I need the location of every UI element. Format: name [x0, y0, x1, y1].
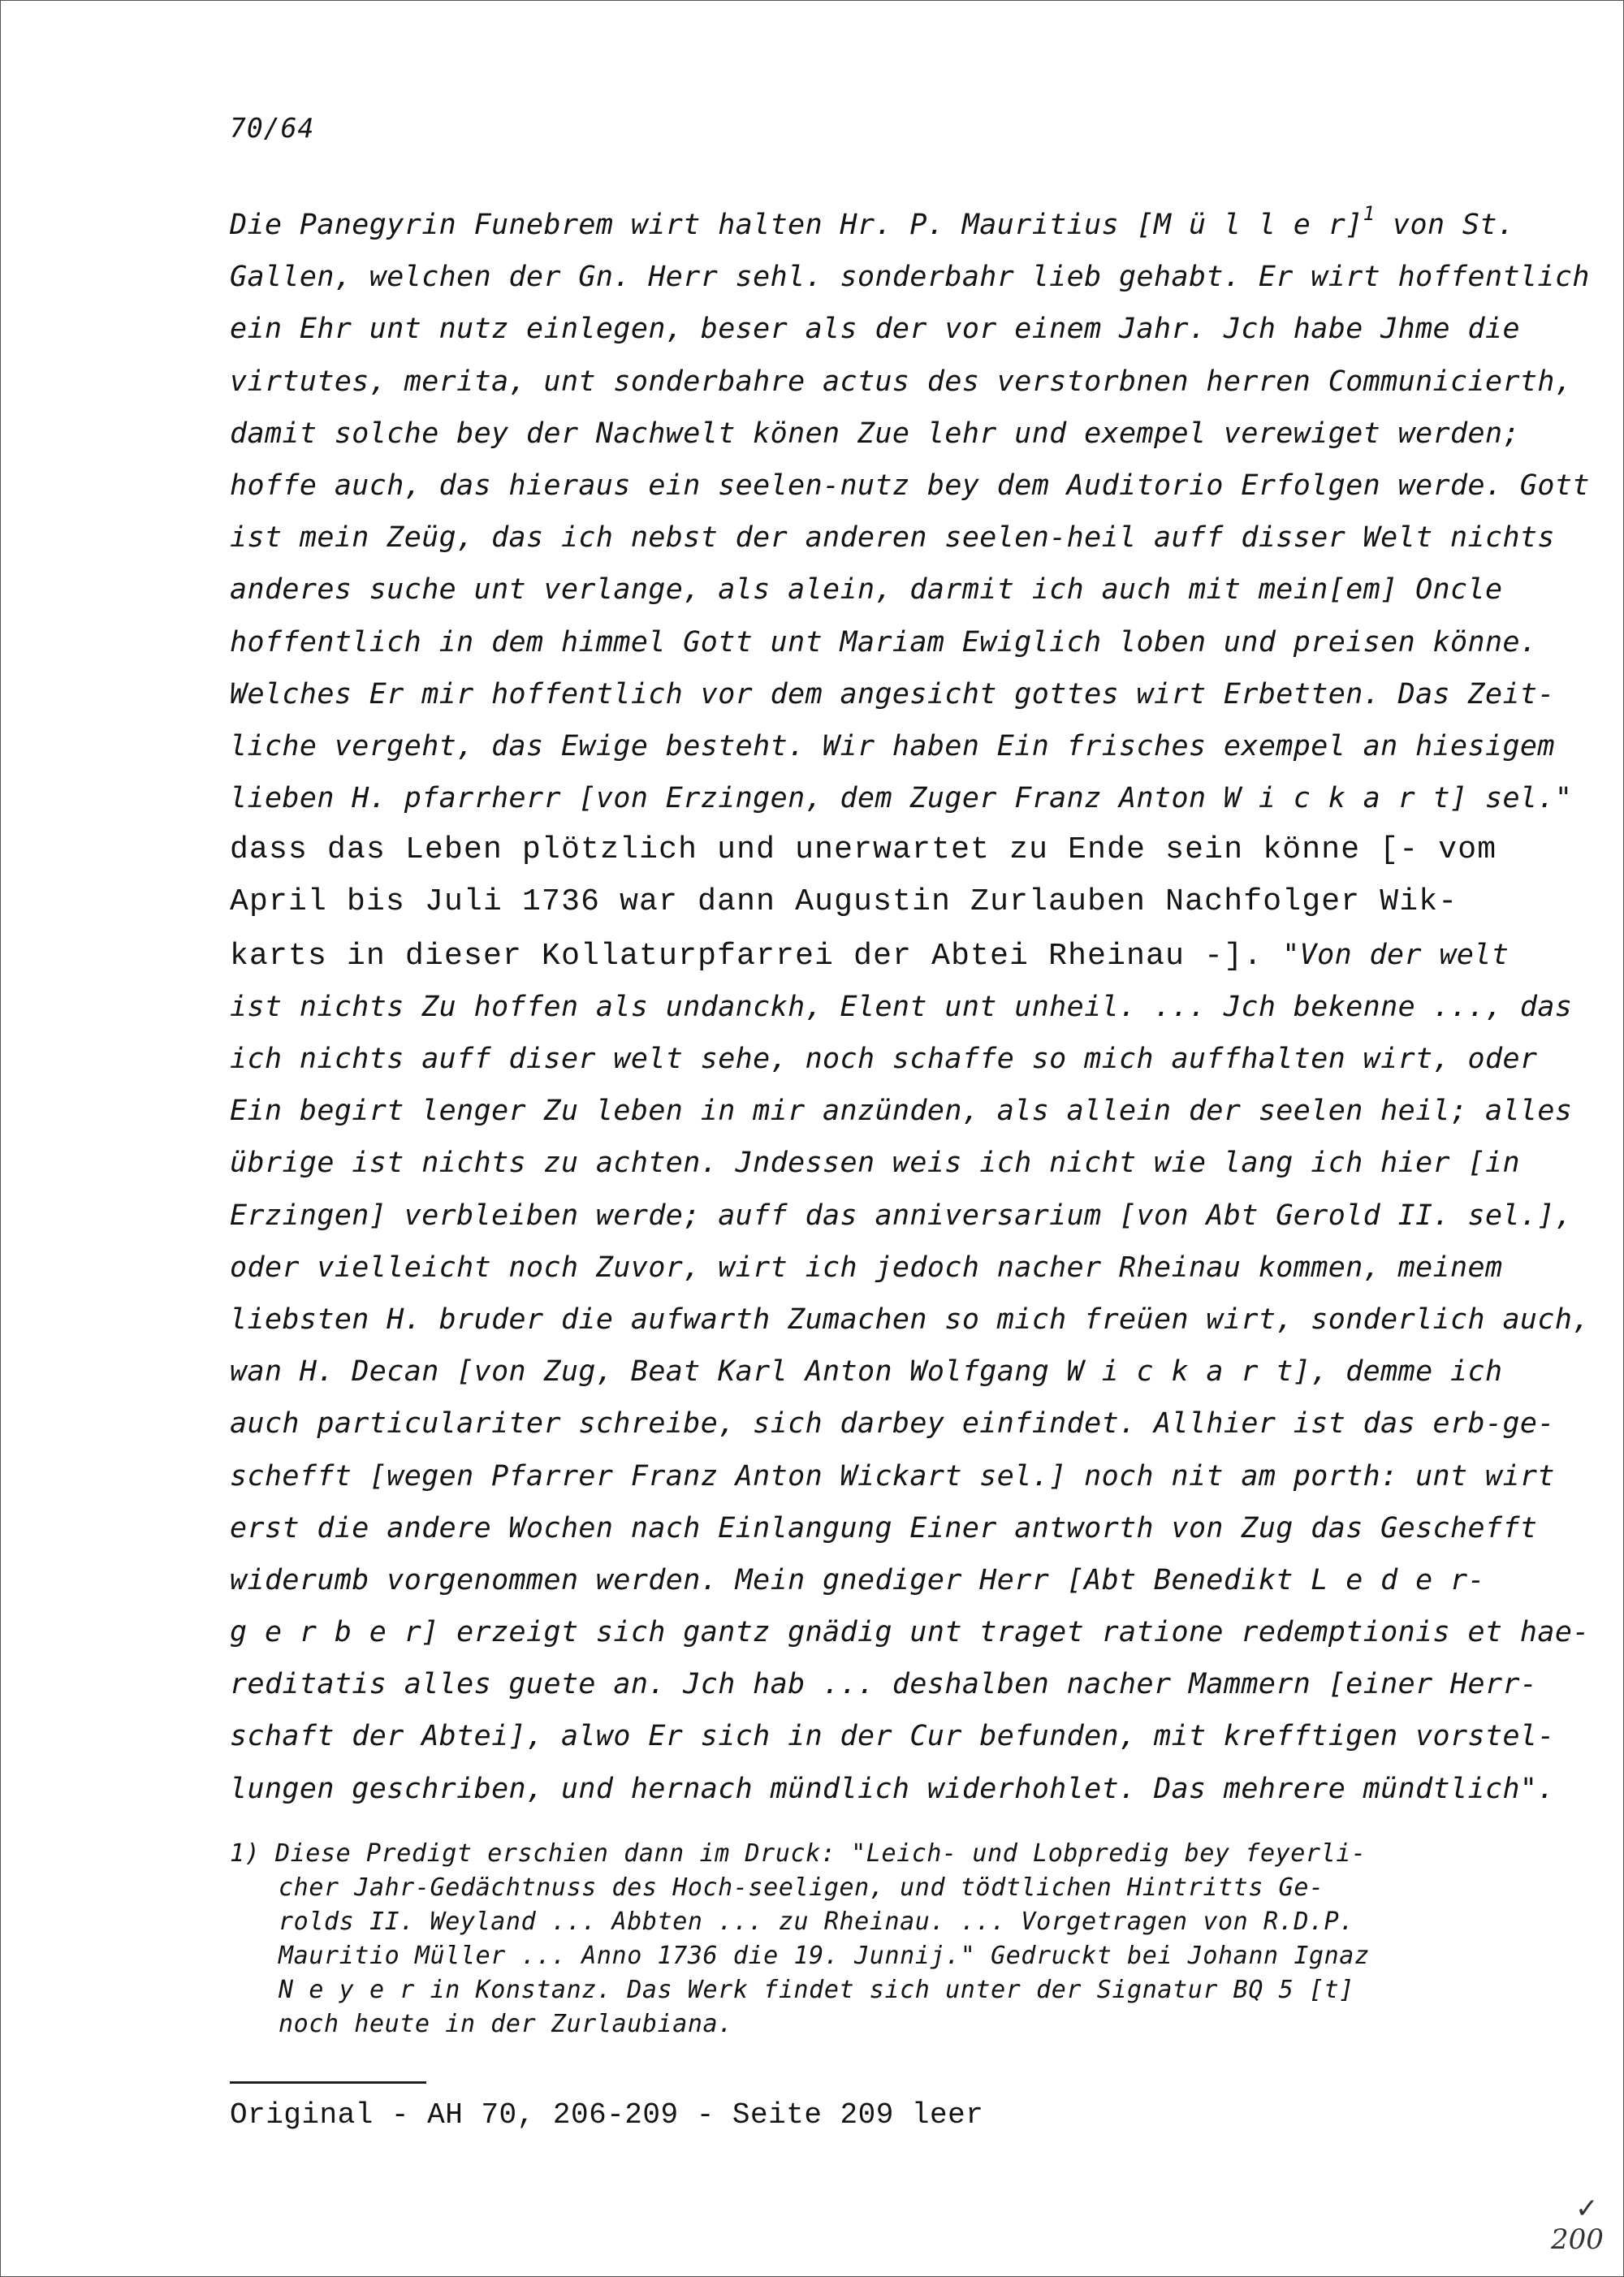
body-line: liebsten H. bruder die aufwarth Zumachen so mich freüen wirt, sonderlich auch, [230, 1303, 1590, 1336]
body-line: Ein begirt lenger Zu leben in mir anzünden, als allein der seelen heil; alles [230, 1095, 1573, 1128]
body-line: Erzingen] verbleiben werde; auff das anniversarium [von Abt Gerold II. sel.], [230, 1199, 1573, 1232]
body-line: hoffentlich in dem himmel Gott unt Mariam Ewiglich loben und preisen könne. [230, 625, 1538, 659]
editor-comment-line: dass das Leben plötzlich und unerwartet zu Ende sein könne [- vom [230, 832, 1497, 868]
check-mark-icon: ✓ [1575, 2193, 1599, 2225]
body-line: oder vielleicht noch Zuvor, wirt ich jedoch nacher Rheinau kommen, meinem [230, 1251, 1503, 1284]
body-line: übrige ist nichts zu achten. Jndessen weis ich nicht wie lang ich hier [in [230, 1147, 1520, 1180]
body-line: lungen geschriben, und hernach mündlich widerhohlet. Das mehrere mündtlich". [230, 1772, 1555, 1805]
body-line: erst die andere Wochen nach Einlangung Einer antworth von Zug das Geschefft [230, 1511, 1538, 1545]
body-line: liche vergeht, das Ewige besteht. Wir haben Ein frisches exempel an hiesigem [230, 729, 1555, 763]
source-reference: Original - AH 70, 206-209 - Seite 209 leer [230, 2098, 984, 2132]
quote-text: "Von der welt [1282, 938, 1510, 971]
body-line: virtutes, merita, unt sonderbahre actus des verstorbnen herren Communicierth, [230, 365, 1573, 398]
body-line: ist nichts Zu hoffen als undanckh, Elent unt unheil. ... Jch bekenne ..., das [230, 990, 1573, 1023]
body-line-text: von St. [1375, 209, 1515, 241]
body-line: auch particulariter schreibe, sich darbey einfindet. Allhier ist das erb-ge- [230, 1407, 1555, 1441]
body-line: lieben H. pfarrherr [von Erzingen, dem Zuger Franz Anton W i c k a r t] sel." [230, 782, 1573, 815]
body-line [230, 199, 1513, 251]
body-line: ein Ehr unt nutz einlegen, beser als der vor einem Jahr. Jch habe Jhme die [230, 313, 1520, 346]
editor-comment-text: karts in dieser Kollaturpfarrei der Abtei Rheinau -]. [230, 938, 1283, 974]
body-line: ist mein Zeüg, das ich nebst der anderen seelen-heil auff disser Welt nichts [230, 521, 1555, 555]
page-number: 70/64 [230, 112, 315, 144]
footnote-line: 1) Diese Predigt erschien dann im Druck: "Leich- und Lobpredig bey feyerli- [230, 1839, 1367, 1868]
body-line: anderes suche unt verlange, als alein, darmit ich auch mit mein[em] Oncle [230, 573, 1503, 607]
body-line: wan H. Decan [von Zug, Beat Karl Anton Wolfgang W i c k a r t], demme ich [230, 1355, 1503, 1389]
footnote-line: Mauritio Müller ... Anno 1736 die 19. Junnij." Gedruckt bei Johann Ignaz [279, 1942, 1370, 1970]
body-line: g e r b e r] erzeigt sich gantz gnädig unt traget ratione redemptionis et hae- [230, 1616, 1590, 1649]
handwritten-number: 200 [1551, 2223, 1604, 2256]
separator-rule [230, 2081, 426, 2084]
body-line: hoffe auch, das hieraus ein seelen-nutz bey dem Auditorio Erfolgen werde. Gott [230, 469, 1590, 502]
body-line: Gallen, welchen der Gn. Herr sehl. sonderbahr lieb gehabt. Er wirt hoffentlich [230, 261, 1590, 294]
body-line: damit solche bey der Nachwelt könen Zue lehr und exempel verewiget werden; [230, 417, 1520, 450]
editor-comment-line: April bis Juli 1736 war dann Augustin Zurlauben Nachfolger Wik- [230, 884, 1458, 920]
footnote-line: cher Jahr-Gedächtnuss des Hoch-seeligen, und tödtlichen Hintritts Ge- [279, 1873, 1324, 1902]
body-line: schaft der Abtei], alwo Er sich in der Cur befunden, mit krefftigen vorstel- [230, 1720, 1555, 1753]
footnote-line: N e y e r in Konstanz. Das Werk findet sich unter der Signatur BQ 5 [t] [279, 1976, 1354, 2004]
body-line: ich nichts auff diser welt sehe, noch schaffe so mich auffhalten wirt, oder [230, 1043, 1538, 1075]
body-line: reditatis alles guete an. Jch hab ... deshalben nacher Mammern [einer Herr- [230, 1668, 1538, 1701]
footnote [230, 1837, 1513, 2042]
body-line-text: Die Panegyrin Funebrem wirt halten Hr. P. Mauritius [M ü l l e r] [230, 209, 1363, 241]
body-line: schefft [wegen Pfarrer Franz Anton Wickart sel.] noch nit am porth: unt wirt [230, 1459, 1555, 1493]
letter-body [230, 199, 1590, 1815]
body-line: widerumb vorgenommen werden. Mein gnediger Herr [Abt Benedikt L e d e r- [230, 1563, 1485, 1596]
body-line: Welches Er mir hoffentlich vor dem angesicht gottes wirt Erbetten. Das Zeit- [230, 677, 1555, 711]
footnote-line: rolds II. Weyland ... Abbten ... zu Rheinau. ... Vorgetragen von R.D.P. [279, 1908, 1354, 1936]
footnote-reference: 1 [1363, 202, 1376, 225]
mixed-line [230, 929, 1513, 981]
footnote-line: noch heute in der Zurlaubiana. [279, 2010, 733, 2038]
